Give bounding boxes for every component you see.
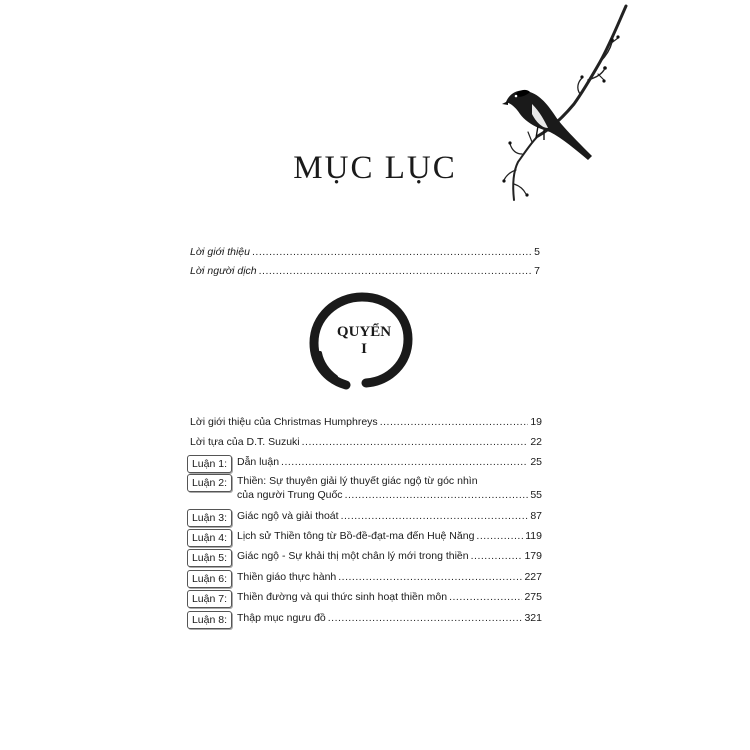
- dot-leader: [281, 456, 528, 468]
- toc-entry-page: 25: [530, 456, 542, 468]
- toc-entry-label-continued: của người Trung Quốc: [237, 489, 343, 501]
- toc-entry[interactable]: [190, 436, 542, 448]
- toc-entry-label: Thiền đường và qui thức sinh hoạt thiền môn: [237, 591, 448, 603]
- toc-entry-label: Lời tựa của D.T. Suzuki: [190, 436, 300, 448]
- dot-leader: [476, 530, 523, 542]
- toc-entry-page: 275: [524, 591, 542, 603]
- chapter-badge: Luận 2:: [187, 474, 232, 492]
- chapter-badge: Luận 4:: [187, 529, 232, 547]
- dot-leader: [380, 416, 529, 428]
- toc-entry-page: 87: [530, 510, 542, 522]
- section-heading: [312, 324, 416, 358]
- toc-entry-label: Giác ngộ và giải thoát: [237, 510, 339, 522]
- dot-leader: [302, 436, 529, 448]
- toc-entry[interactable]: [237, 489, 542, 501]
- toc-entry[interactable]: [237, 612, 542, 624]
- chapter-badge: Luận 3:: [187, 509, 232, 527]
- toc-entry-label: Dẫn luận: [237, 456, 280, 468]
- toc-entry[interactable]: [190, 265, 540, 277]
- toc-entry[interactable]: [237, 530, 542, 542]
- toc-entry[interactable]: [190, 246, 540, 258]
- toc-entry[interactable]: [237, 571, 542, 583]
- toc-entry-page: 179: [524, 550, 542, 562]
- chapter-badge: Luận 8:: [187, 611, 232, 629]
- toc-entry-label: Thiền giáo thực hành: [237, 571, 337, 583]
- toc-entry-page: 119: [525, 530, 542, 542]
- toc-entry[interactable]: [237, 550, 542, 562]
- chapter-badge: Luận 5:: [187, 549, 232, 567]
- chapter-badge: Luận 1:: [187, 455, 232, 473]
- toc-entry-page: 5: [534, 246, 540, 258]
- toc-entry-first-line[interactable]: [237, 475, 542, 487]
- dot-leader: [341, 510, 529, 522]
- toc-entry-page: 7: [534, 265, 540, 277]
- dot-leader: [259, 265, 533, 277]
- toc-entry-label: Giác ngộ - Sự khải thị một chân lý mới trong thiền: [237, 550, 469, 562]
- dot-leader: [345, 489, 529, 501]
- toc-entry[interactable]: [237, 510, 542, 522]
- toc-entry[interactable]: [237, 456, 542, 468]
- toc-entry[interactable]: [190, 416, 542, 428]
- dot-leader: [328, 612, 523, 624]
- toc-entry-page: 19: [530, 416, 542, 428]
- section-label: QUYỂN: [336, 324, 392, 340]
- toc-entry-page: 55: [530, 489, 542, 501]
- section-number: I: [361, 341, 367, 357]
- dot-leader: [449, 591, 522, 603]
- toc-entry-label: Thập mục ngưu đồ: [237, 612, 326, 624]
- toc-entry-page: 321: [524, 612, 542, 624]
- dot-leader: [338, 571, 522, 583]
- toc-entry-label: Lời giới thiệu của Christmas Humphreys: [190, 416, 378, 428]
- page-title: MỤC LỤC: [293, 150, 457, 186]
- toc-entry-page: 22: [530, 436, 542, 448]
- dot-leader: [471, 550, 523, 562]
- chapter-badge: Luận 6:: [187, 570, 232, 588]
- chapter-badge: Luận 7:: [187, 590, 232, 608]
- toc-entry-label: Lịch sử Thiền tông từ Bồ-đề-đạt-ma đến Huệ Năng: [237, 530, 475, 542]
- toc-entry-page: 227: [524, 571, 542, 583]
- toc-entry-label: Thiền: Sự thuyên giải lý thuyết giác ngộ từ góc nhìn: [237, 475, 478, 487]
- toc-entry-label: Lời giới thiệu: [190, 246, 250, 258]
- toc-entry[interactable]: [237, 591, 542, 603]
- toc-entry-label: Lời người dịch: [190, 265, 257, 277]
- dot-leader: [252, 246, 532, 258]
